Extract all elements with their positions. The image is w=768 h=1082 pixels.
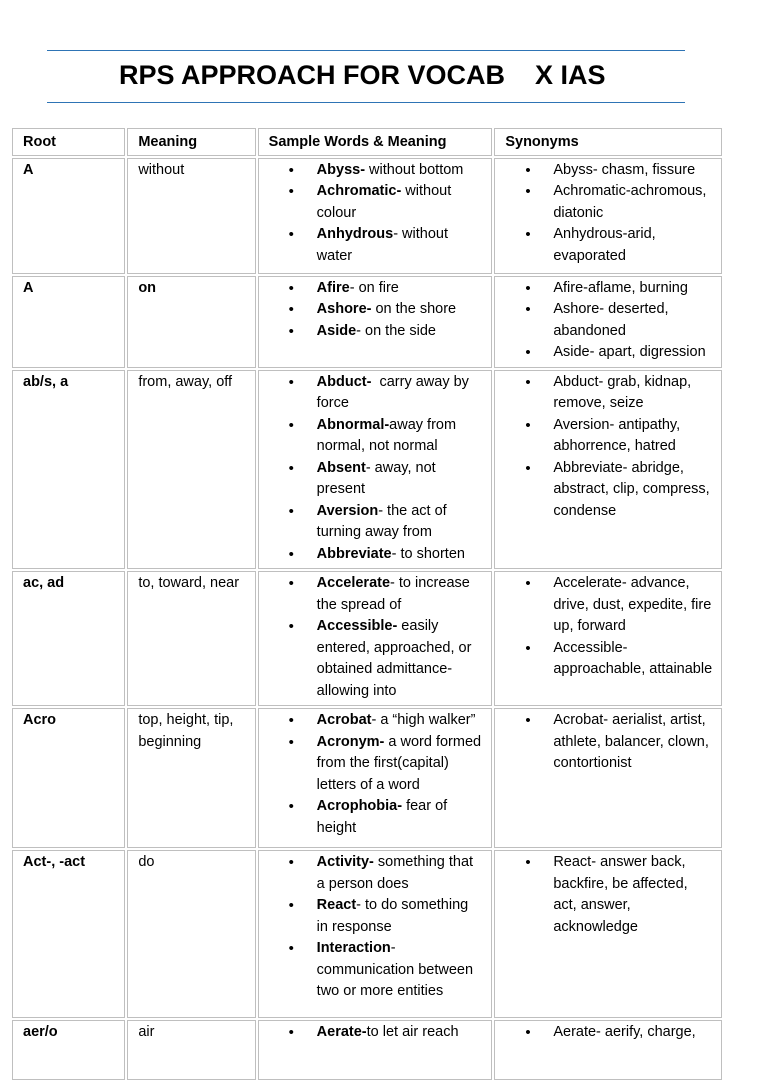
sample-words-cell [258,571,493,706]
sample-word: Aerate- [316,1024,367,1040]
sample-word: Achromatic- [316,183,402,199]
sample-word: Accessible- [316,618,398,634]
root-cell: ac, ad [12,571,125,706]
sample-word-definition: without colour [316,183,456,221]
meaning-cell: on [127,276,255,368]
sample-words-cell [258,370,493,570]
synonyms-cell [494,850,722,1018]
synonyms-list [505,1022,713,1044]
synonyms-list [505,852,713,938]
sample-word-definition: fear of height [316,798,452,836]
sample-word-item [269,1022,484,1044]
sample-word: Aside [316,322,357,339]
synonym-item: • Ashore- deserted, abandoned [505,299,713,342]
sample-word-definition: without bottom [365,161,464,178]
synonyms-cell [494,158,722,274]
synonym-item: • Aversion- antipathy, abhorrence, hatred [505,415,713,458]
synonym-item: • Anhydrous-arid, evaporated [505,224,713,267]
table-row [12,158,722,274]
table-row [12,571,722,706]
meaning-cell: without [127,158,255,274]
sample-word-item [269,299,484,321]
sample-word-item [269,278,484,300]
sample-word: Acrobat [316,712,372,728]
sample-word-item [269,321,484,343]
sample-word-definition: - to do something in response [316,897,473,935]
sample-word: Ashore- [316,301,372,317]
sample-word-definition: - a “high walker” [371,712,476,728]
root-cell: Acro [12,708,125,848]
header-sample-words: Sample Words & Meaning [258,128,493,156]
sample-word: Abduct- [316,373,372,390]
sample-word-item [269,732,484,797]
synonym-item: • Abbreviate- abridge, abstract, clip, compress, condense [505,458,713,523]
sample-word: Interaction [316,940,391,956]
sample-word-item [269,852,484,895]
sample-word-definition: - to shorten [391,545,465,562]
header-synonyms: Synonyms [494,128,722,156]
synonyms-list [505,710,713,775]
sample-word-definition: carry away by force [316,373,473,411]
meaning-cell: to, toward, near [127,571,255,706]
sample-word-item [269,181,484,224]
sample-word: Activity- [316,854,374,870]
sample-word: Anhydrous [316,226,394,242]
sample-word: Abbreviate [316,545,392,562]
sample-word: Afire [316,279,350,296]
table-row [12,276,722,368]
header-root: Root [12,128,125,156]
synonym-item: • Accelerate- advance, drive, dust, expedite, fire up, forward [505,573,713,638]
sample-word-item [269,616,484,702]
sample-word: Abnormal- [316,416,390,433]
sample-word-item [269,938,484,1003]
sample-word-definition: -communication between two or more entities [316,940,478,999]
synonyms-cell [494,708,722,848]
synonym-item: • React- answer back, backfire, be affected, act, answer, acknowledge [505,852,713,938]
synonym-item: • Acrobat- aerialist, artist, athlete, balancer, clown, contortionist [505,710,713,775]
sample-words-cell [258,850,493,1018]
synonyms-list [505,160,713,268]
synonym-item: • Accessible-approachable, attainable [505,638,713,681]
sample-word-item [269,573,484,616]
sample-words-list [269,852,484,1003]
meaning-cell: do [127,850,255,1018]
meaning-cell: top, height, tip, beginning [127,708,255,848]
synonyms-cell [494,276,722,368]
sample-words-cell [258,158,493,274]
title-bottom-rule [47,102,685,103]
sample-word-item [269,796,484,839]
synonyms-cell [494,571,722,706]
sample-words-cell [258,1020,493,1080]
root-cell: ab/s, a [12,370,125,570]
synonyms-list [505,278,713,364]
title-block [47,50,685,103]
synonyms-cell [494,1020,722,1080]
root-cell: aer/o [12,1020,125,1080]
table-body [12,158,722,1081]
sample-word: Accelerate [316,575,391,591]
sample-word-definition: - away, not present [316,459,440,497]
sample-word-definition: on the shore [371,301,457,317]
sample-word-item [269,501,484,544]
sample-word-item [269,372,484,415]
sample-words-list [269,573,484,702]
sample-word-definition: to let air reach [366,1024,459,1040]
header-meaning: Meaning [127,128,255,156]
synonyms-list [505,573,713,681]
sample-word-definition: easily entered, approached, or obtained admittance-allowing into [316,618,476,699]
sample-word-item [269,160,484,182]
synonym-item: • Aerate- aerify, charge, [505,1022,713,1044]
sample-word-item [269,415,484,458]
table-row [12,708,722,848]
root-cell: Act-, -act [12,850,125,1018]
sample-word-definition: - on fire [349,279,399,296]
sample-word-definition: a word formed from the first(capital) letters of a word [316,733,486,793]
sample-word: Abyss- [316,161,366,178]
sample-word: React [316,897,357,913]
meaning-cell: air [127,1020,255,1080]
sample-word-definition: something that a person does [316,854,478,892]
synonym-item: • Abduct- grab, kidnap, remove, seize [505,372,713,415]
synonym-item: • Abyss- chasm, fissure [505,160,713,182]
sample-word-definition: - to increase the spread of [316,575,474,613]
table-row [12,850,722,1018]
sample-word-item [269,224,484,267]
root-cell: A [12,158,125,274]
vocab-table [10,126,724,1082]
sample-word-definition: - on the side [356,322,436,339]
synonym-item: • Aside- apart, digression [505,342,713,364]
synonyms-list [505,372,713,523]
sample-word: Acronym- [316,733,385,750]
sample-word-item [269,895,484,938]
sample-words-cell [258,276,493,368]
sample-word-definition: - without water [316,226,453,264]
table-row [12,370,722,570]
sample-word: Acrophobia- [316,798,403,814]
sample-words-list [269,160,484,268]
header-row [12,128,722,156]
synonym-item: • Achromatic-achromous, diatonic [505,181,713,224]
sample-words-list [269,1022,484,1044]
sample-word-item [269,458,484,501]
table-row [12,1020,722,1080]
sample-word-definition: away from normal, not normal [316,416,461,454]
meaning-cell: from, away, off [127,370,255,570]
root-cell: A [12,276,125,368]
sample-word-item [269,544,484,566]
sample-words-list [269,278,484,343]
page-title: RPS APPROACH FOR VOCAB X IAS [119,60,606,90]
sample-words-list [269,710,484,839]
sample-word: Absent [316,459,366,476]
synonym-item: • Afire-aflame, burning [505,278,713,300]
sample-word: Aversion [316,502,379,519]
synonyms-cell [494,370,722,570]
sample-word-item [269,710,484,732]
sample-words-list [269,372,484,566]
sample-word-definition: - the act of turning away from [316,502,451,540]
sample-words-cell [258,708,493,848]
